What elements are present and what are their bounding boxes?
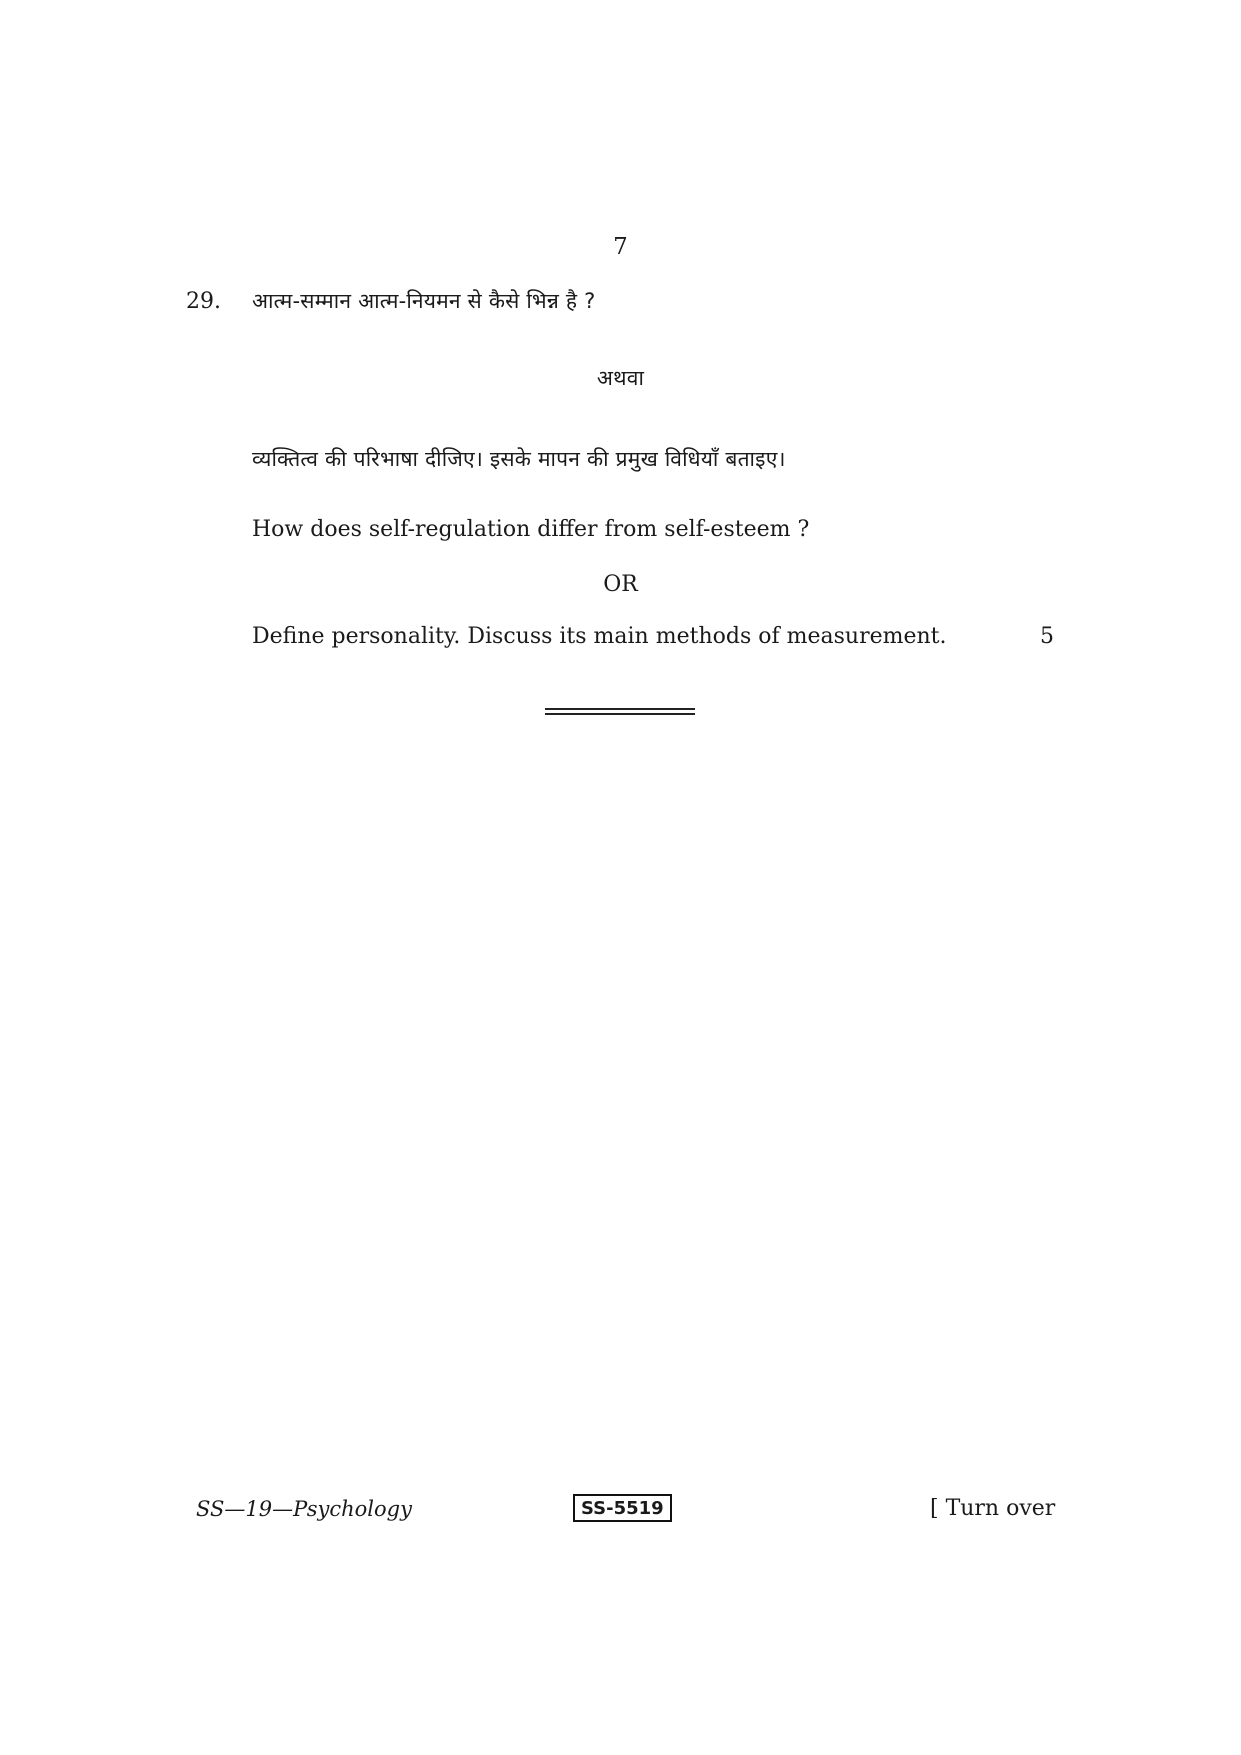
question-hindi-alternative: व्यक्तित्व की परिभाषा दीजिए। इसके मापन की प्रमुख विधियाँ बताइए।	[252, 447, 786, 471]
or-separator-english: OR	[603, 572, 638, 597]
end-of-paper-double-rule	[545, 708, 695, 715]
question-number: 29.	[186, 289, 221, 314]
footer-turn-over: [ Turn over	[930, 1496, 1056, 1521]
footer-subject: SS—19—Psychology	[196, 1497, 412, 1521]
question-english-alternative: Define personality. Discuss its main methods of measurement.	[252, 624, 947, 649]
question-english-main: How does self-regulation differ from self-esteem ?	[252, 517, 810, 542]
or-separator-hindi: अथवा	[596, 366, 645, 390]
question-hindi-main: आत्म-सम्मान आत्म-नियमन से कैसे भिन्न है ?	[252, 289, 596, 313]
page-number: 7	[613, 234, 628, 260]
question-marks: 5	[1040, 624, 1054, 649]
footer-paper-code: SS-5519	[573, 1494, 672, 1522]
